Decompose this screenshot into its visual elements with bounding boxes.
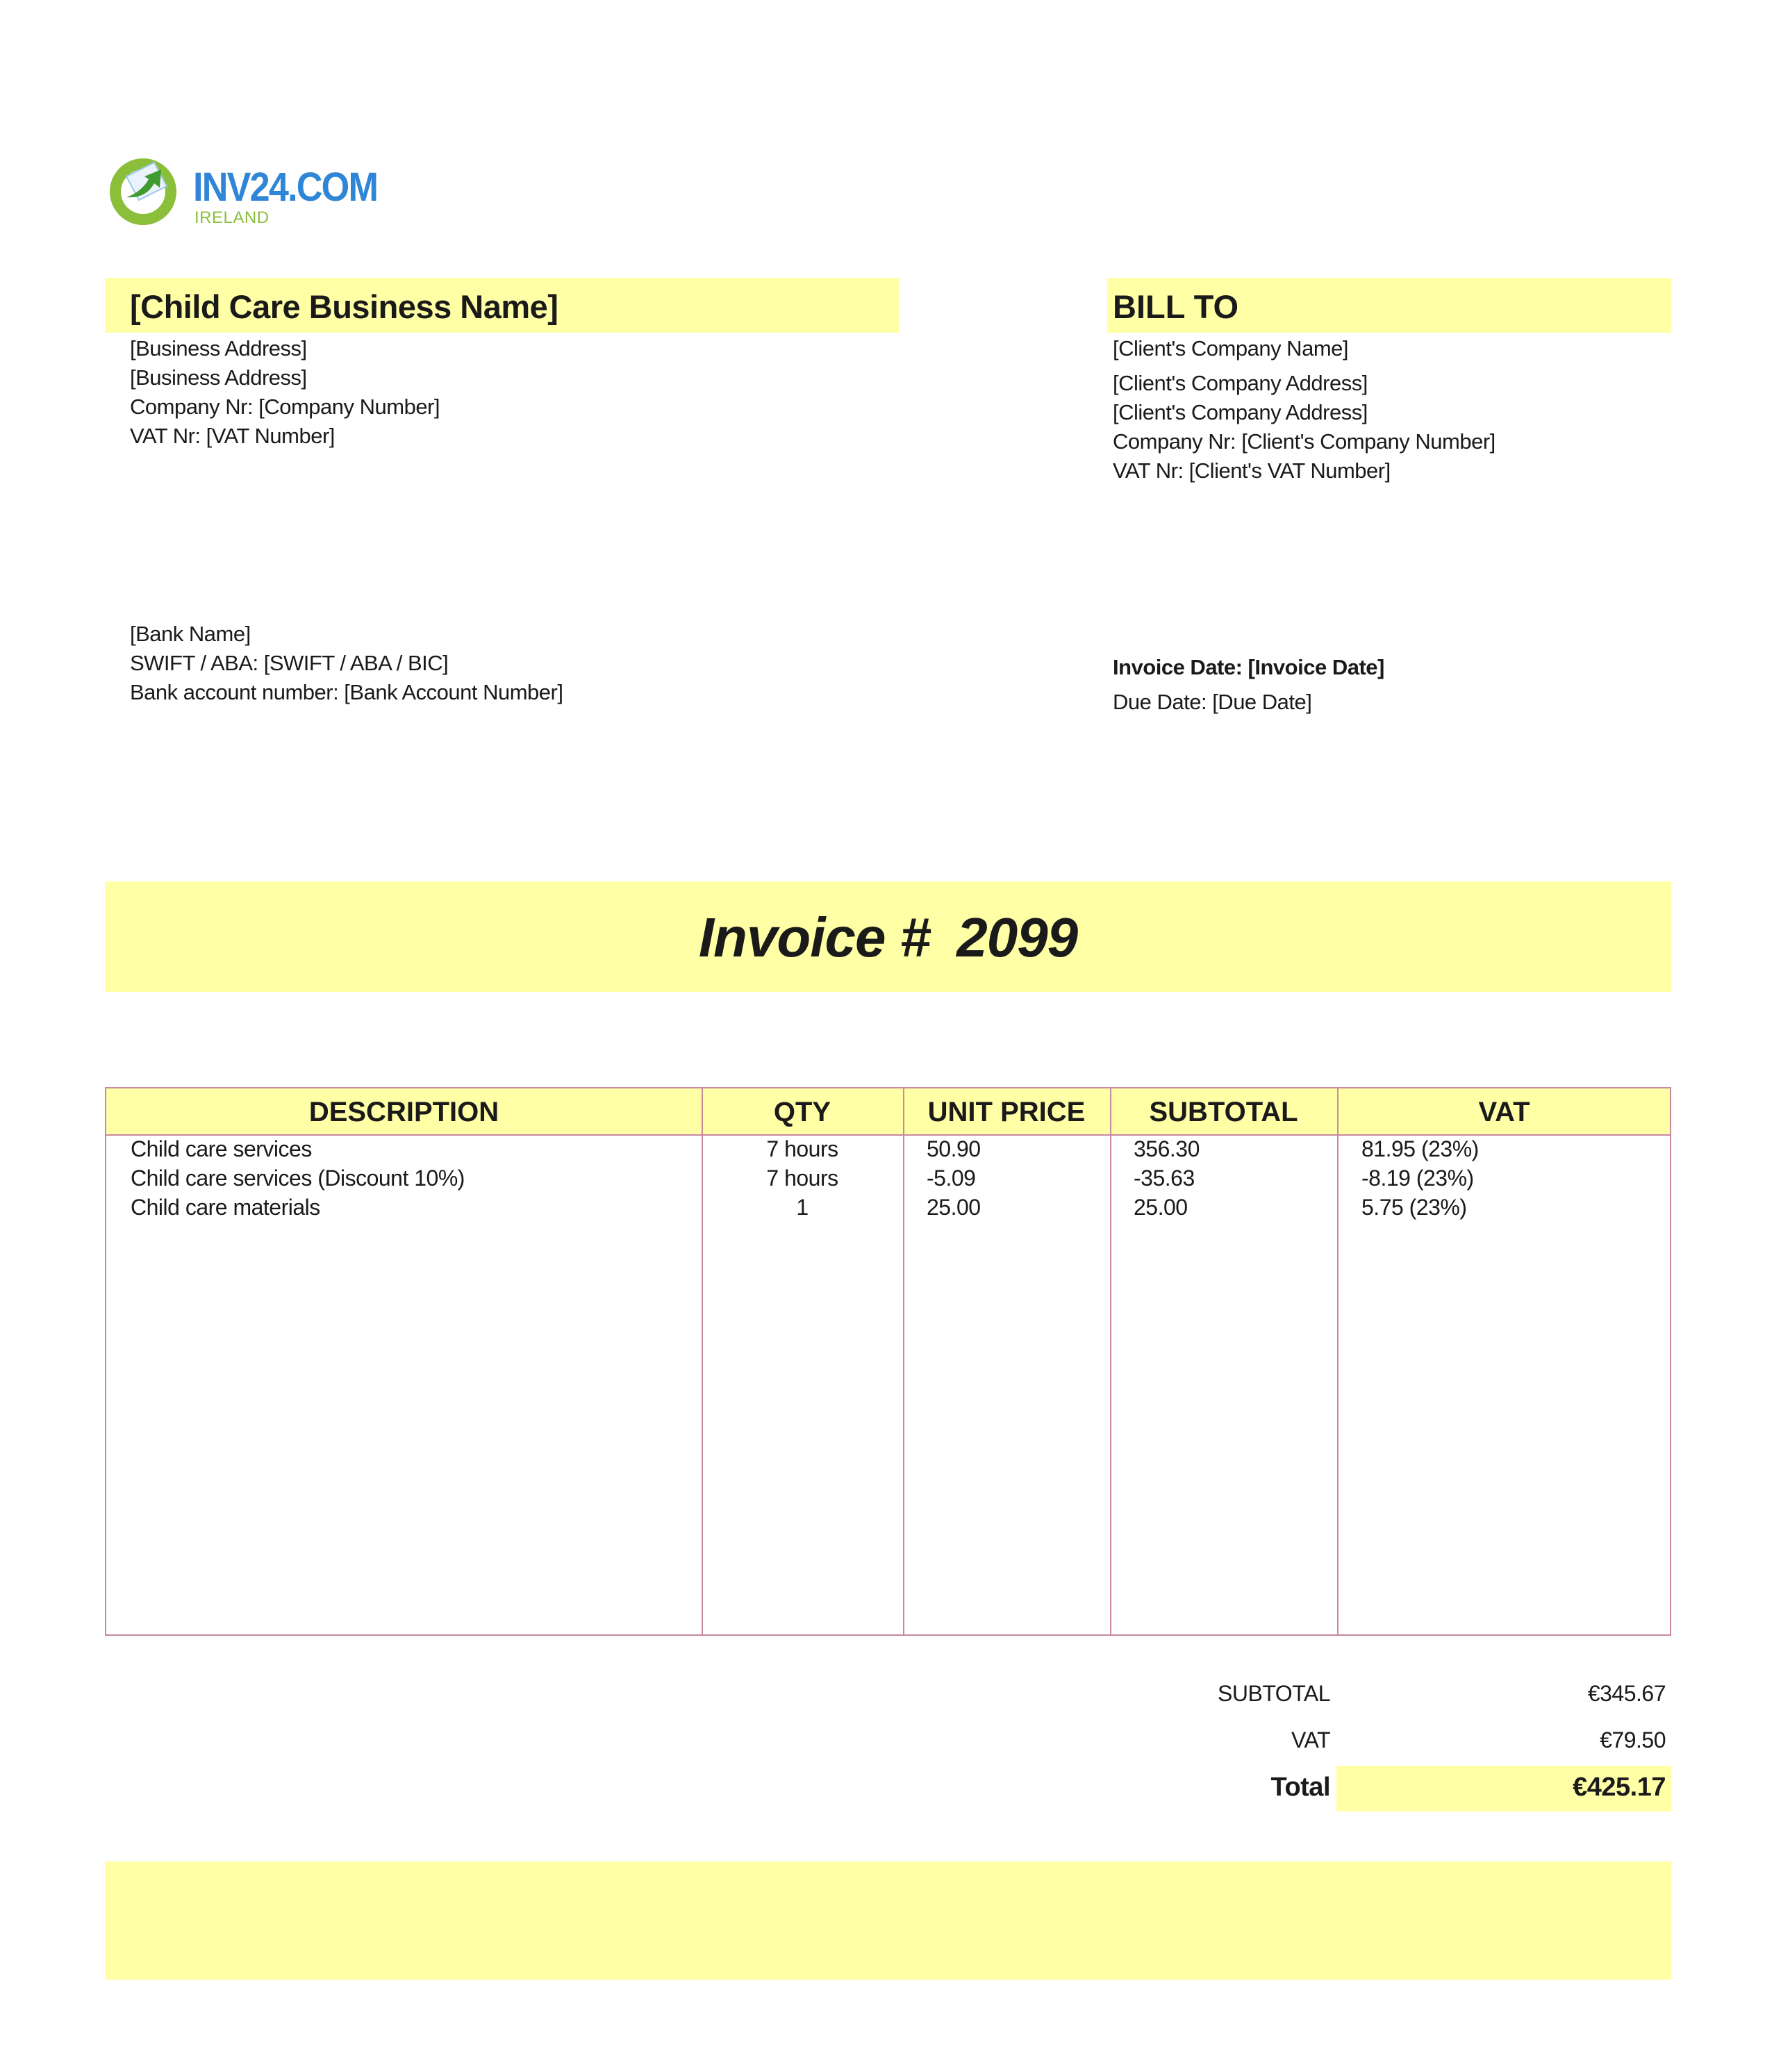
vat-total-label: VAT: [1291, 1727, 1330, 1752]
cell-description: Child care services: [131, 1136, 312, 1161]
cell-subtotal: -35.63: [1134, 1166, 1195, 1191]
cell-description: Child care materials: [131, 1195, 320, 1220]
table-row: [106, 1163, 1670, 1193]
logo-country: IRELAND: [194, 208, 270, 227]
cell-subtotal: 356.30: [1134, 1136, 1200, 1161]
invoice-label: Invoice #: [698, 906, 931, 968]
total-value: €425.17: [1573, 1773, 1666, 1802]
bill-to-title: BILL TO: [1113, 288, 1239, 325]
cell-vat: 81.95 (23%): [1361, 1136, 1479, 1161]
invoice-title-band: [105, 881, 1671, 992]
client-address-1: [Client's Company Address]: [1113, 371, 1368, 395]
seller-address-2: [Business Address]: [130, 365, 307, 390]
client-vat-nr: VAT Nr: [Client's VAT Number]: [1113, 458, 1391, 483]
items-table: [105, 1087, 1671, 1636]
logo-icon: [106, 149, 189, 232]
client-company-nr: Company Nr: [Client's Company Number]: [1113, 429, 1495, 454]
bill-to-details: [1113, 334, 1495, 486]
invoice-title: [105, 906, 1671, 970]
logo: [106, 149, 383, 232]
client-address-2: [Client's Company Address]: [1113, 400, 1368, 424]
total-label: Total: [1270, 1773, 1330, 1802]
subtotal-value: €345.67: [1587, 1681, 1666, 1706]
cell-unit-price: 25.00: [927, 1195, 981, 1220]
bank-account: Bank account number: [Bank Account Number]: [130, 680, 563, 704]
bank-swift: SWIFT / ABA: [SWIFT / ABA / BIC]: [130, 651, 449, 675]
seller-address-1: [Business Address]: [130, 336, 307, 360]
cell-qty: 1: [796, 1195, 809, 1220]
header-qty: QTY: [773, 1097, 831, 1127]
seller-vat-nr: VAT Nr: [VAT Number]: [130, 424, 335, 448]
seller-header: [105, 278, 899, 333]
cell-subtotal: 25.00: [1134, 1195, 1188, 1220]
seller-name: [Child Care Business Name]: [130, 288, 558, 325]
client-name: [Client's Company Name]: [1113, 336, 1348, 360]
cell-unit-price: 50.90: [927, 1136, 981, 1161]
cell-vat: 5.75 (23%): [1361, 1195, 1467, 1220]
table-row: [106, 1193, 1670, 1222]
vat-total-value: €79.50: [1600, 1727, 1666, 1752]
invoice-dates: [1113, 653, 1384, 717]
bill-to-header: [1107, 278, 1671, 333]
seller-details: [130, 334, 440, 451]
footer-band: [105, 1862, 1671, 1980]
bank-details: [130, 620, 563, 707]
invoice-number: 2099: [956, 906, 1078, 968]
seller-company-nr: Company Nr: [Company Number]: [130, 395, 440, 419]
cell-vat: -8.19 (23%): [1361, 1166, 1474, 1191]
cell-unit-price: -5.09: [927, 1166, 976, 1191]
header-description: DESCRIPTION: [308, 1097, 499, 1127]
cell-description: Child care services (Discount 10%): [131, 1166, 465, 1191]
bank-name: [Bank Name]: [130, 622, 251, 646]
subtotal-label: SUBTOTAL: [1218, 1681, 1330, 1706]
header-unit-price: UNIT PRICE: [927, 1097, 1086, 1127]
header-subtotal: SUBTOTAL: [1149, 1097, 1298, 1127]
invoice-date: Invoice Date: [Invoice Date]: [1113, 655, 1384, 679]
due-date: Due Date: [Due Date]: [1113, 690, 1312, 714]
logo-brand: INV24.COM: [193, 165, 378, 210]
header-vat: VAT: [1478, 1097, 1530, 1127]
cell-qty: 7 hours: [766, 1166, 838, 1191]
table-row: [106, 1134, 1670, 1163]
cell-qty: 7 hours: [766, 1136, 838, 1161]
